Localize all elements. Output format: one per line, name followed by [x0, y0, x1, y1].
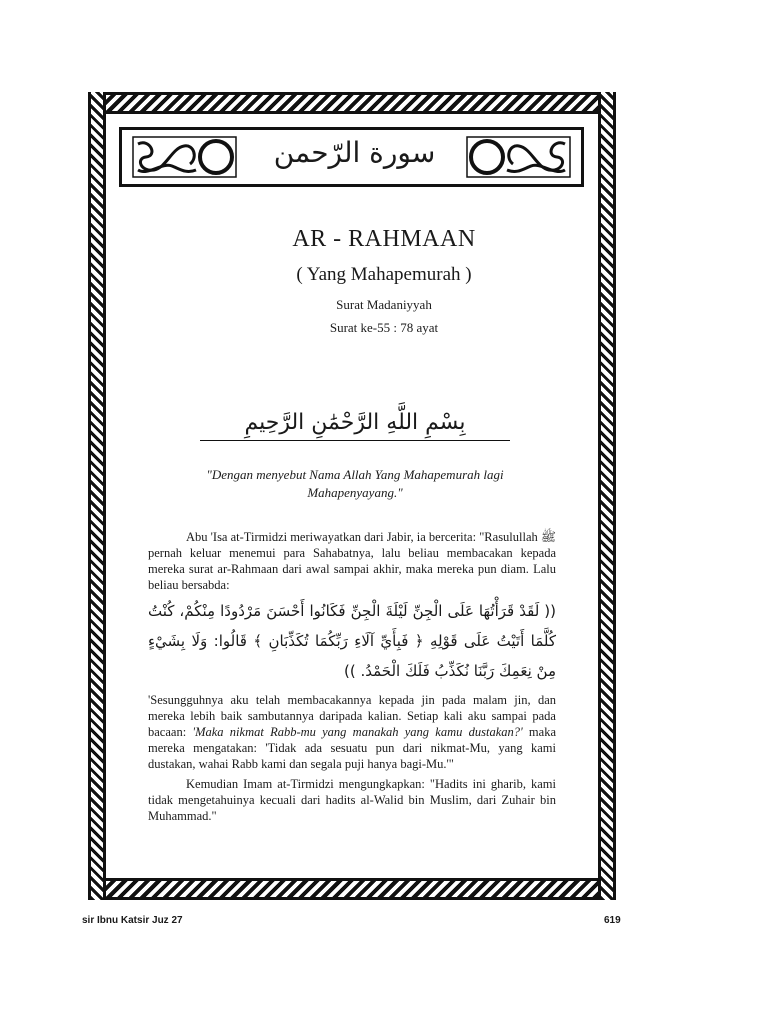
page-title: AR - RAHMAAN — [292, 226, 476, 252]
arabic-hadith-text: (( لَقَدْ قَرَأْتُهَا عَلَى الْجِنِّ لَيْلَةَ الْجِنِّ فَكَانُوا أَحْسَنَ مَرْدُودًا مِنْكُمْ، كُنْتُ كُلَّمَا أَتَيْتُ عَلَى قَوْلِهِ ﴿ فَبِأَيِّ آلَاءِ رَبِّكُمَا تُكَذِّبَانِ ﴾ قَالُوا: وَلَا بِشَيْءٍ مِنْ نِعَمِكَ رَبَّنَا نُكَذِّبُ فَلَكَ الْحَمْدُ. )) — [148, 602, 556, 680]
frame-border-left — [88, 92, 106, 900]
frame-border-right — [598, 92, 616, 900]
body-paragraph-2 — [148, 692, 556, 772]
basmala-translation: "Dengan menyebut Nama Allah Yang Mahapemurah lagi Mahapenyayang." — [206, 467, 504, 500]
paragraph-2-text-b: maka mereka mengatakan: 'Tidak ada sesuatu pun dari nikmat-Mu, yang kami dustakan, wahai Rabb kami dan segala puji hanya bagi-Mu.'" — [148, 725, 556, 771]
frame-border-top — [88, 92, 616, 114]
body-paragraph-1: Abu 'Isa at-Tirmidzi meriwayatkan dari Jabir, ia bercerita: "Rasulullah ﷺ pernah keluar menemui para Sahabatnya, lalu beliau membacakan kepada mereka surat ar-Rahmaan dari awal sampai akhir, maka mereka pun diam. Lalu beliau bersabda: — [148, 530, 557, 592]
basmala-arabic: بِسْمِ اللَّهِ الرَّحْمَٰنِ الرَّحِيمِ — [244, 410, 466, 435]
surah-arabic-title: سورة الرّحمن — [273, 136, 436, 169]
page-number: 619 — [604, 915, 621, 926]
basmala-underline — [200, 440, 510, 441]
frame-border-bottom — [88, 878, 616, 900]
surah-heading-cartouche — [119, 127, 584, 187]
ornament-right-icon — [466, 136, 571, 178]
paragraph-2-quote: 'Maka nikmat Rabb-mu yang manakah yang kamu dustakan?' — [192, 725, 523, 739]
paragraph-2-text-a: 'Sesungguhnya aku telah membacakannya kepada jin pada malam jin, dan mereka lebih baik sambutannya daripada kalian. Setiap kali aku sampai pada bacaan: — [148, 693, 556, 739]
ornament-left-icon — [132, 136, 237, 178]
surah-info: Surat ke-55 : 78 ayat — [329, 320, 439, 335]
surah-classification: Surat Madaniyyah — [336, 297, 432, 312]
running-footer: sir Ibnu Katsir Juz 27 — [82, 915, 183, 926]
page-subtitle: ( Yang Mahapemurah ) — [296, 264, 472, 285]
body-paragraph-3: Kemudian Imam at-Tirmidzi mengungkapkan: "Hadits ini gharib, kami tidak mengetahuinya kecuali dari hadits al-Walid bin Muslim, dari Zuhair bin Muhammad." — [148, 777, 556, 823]
